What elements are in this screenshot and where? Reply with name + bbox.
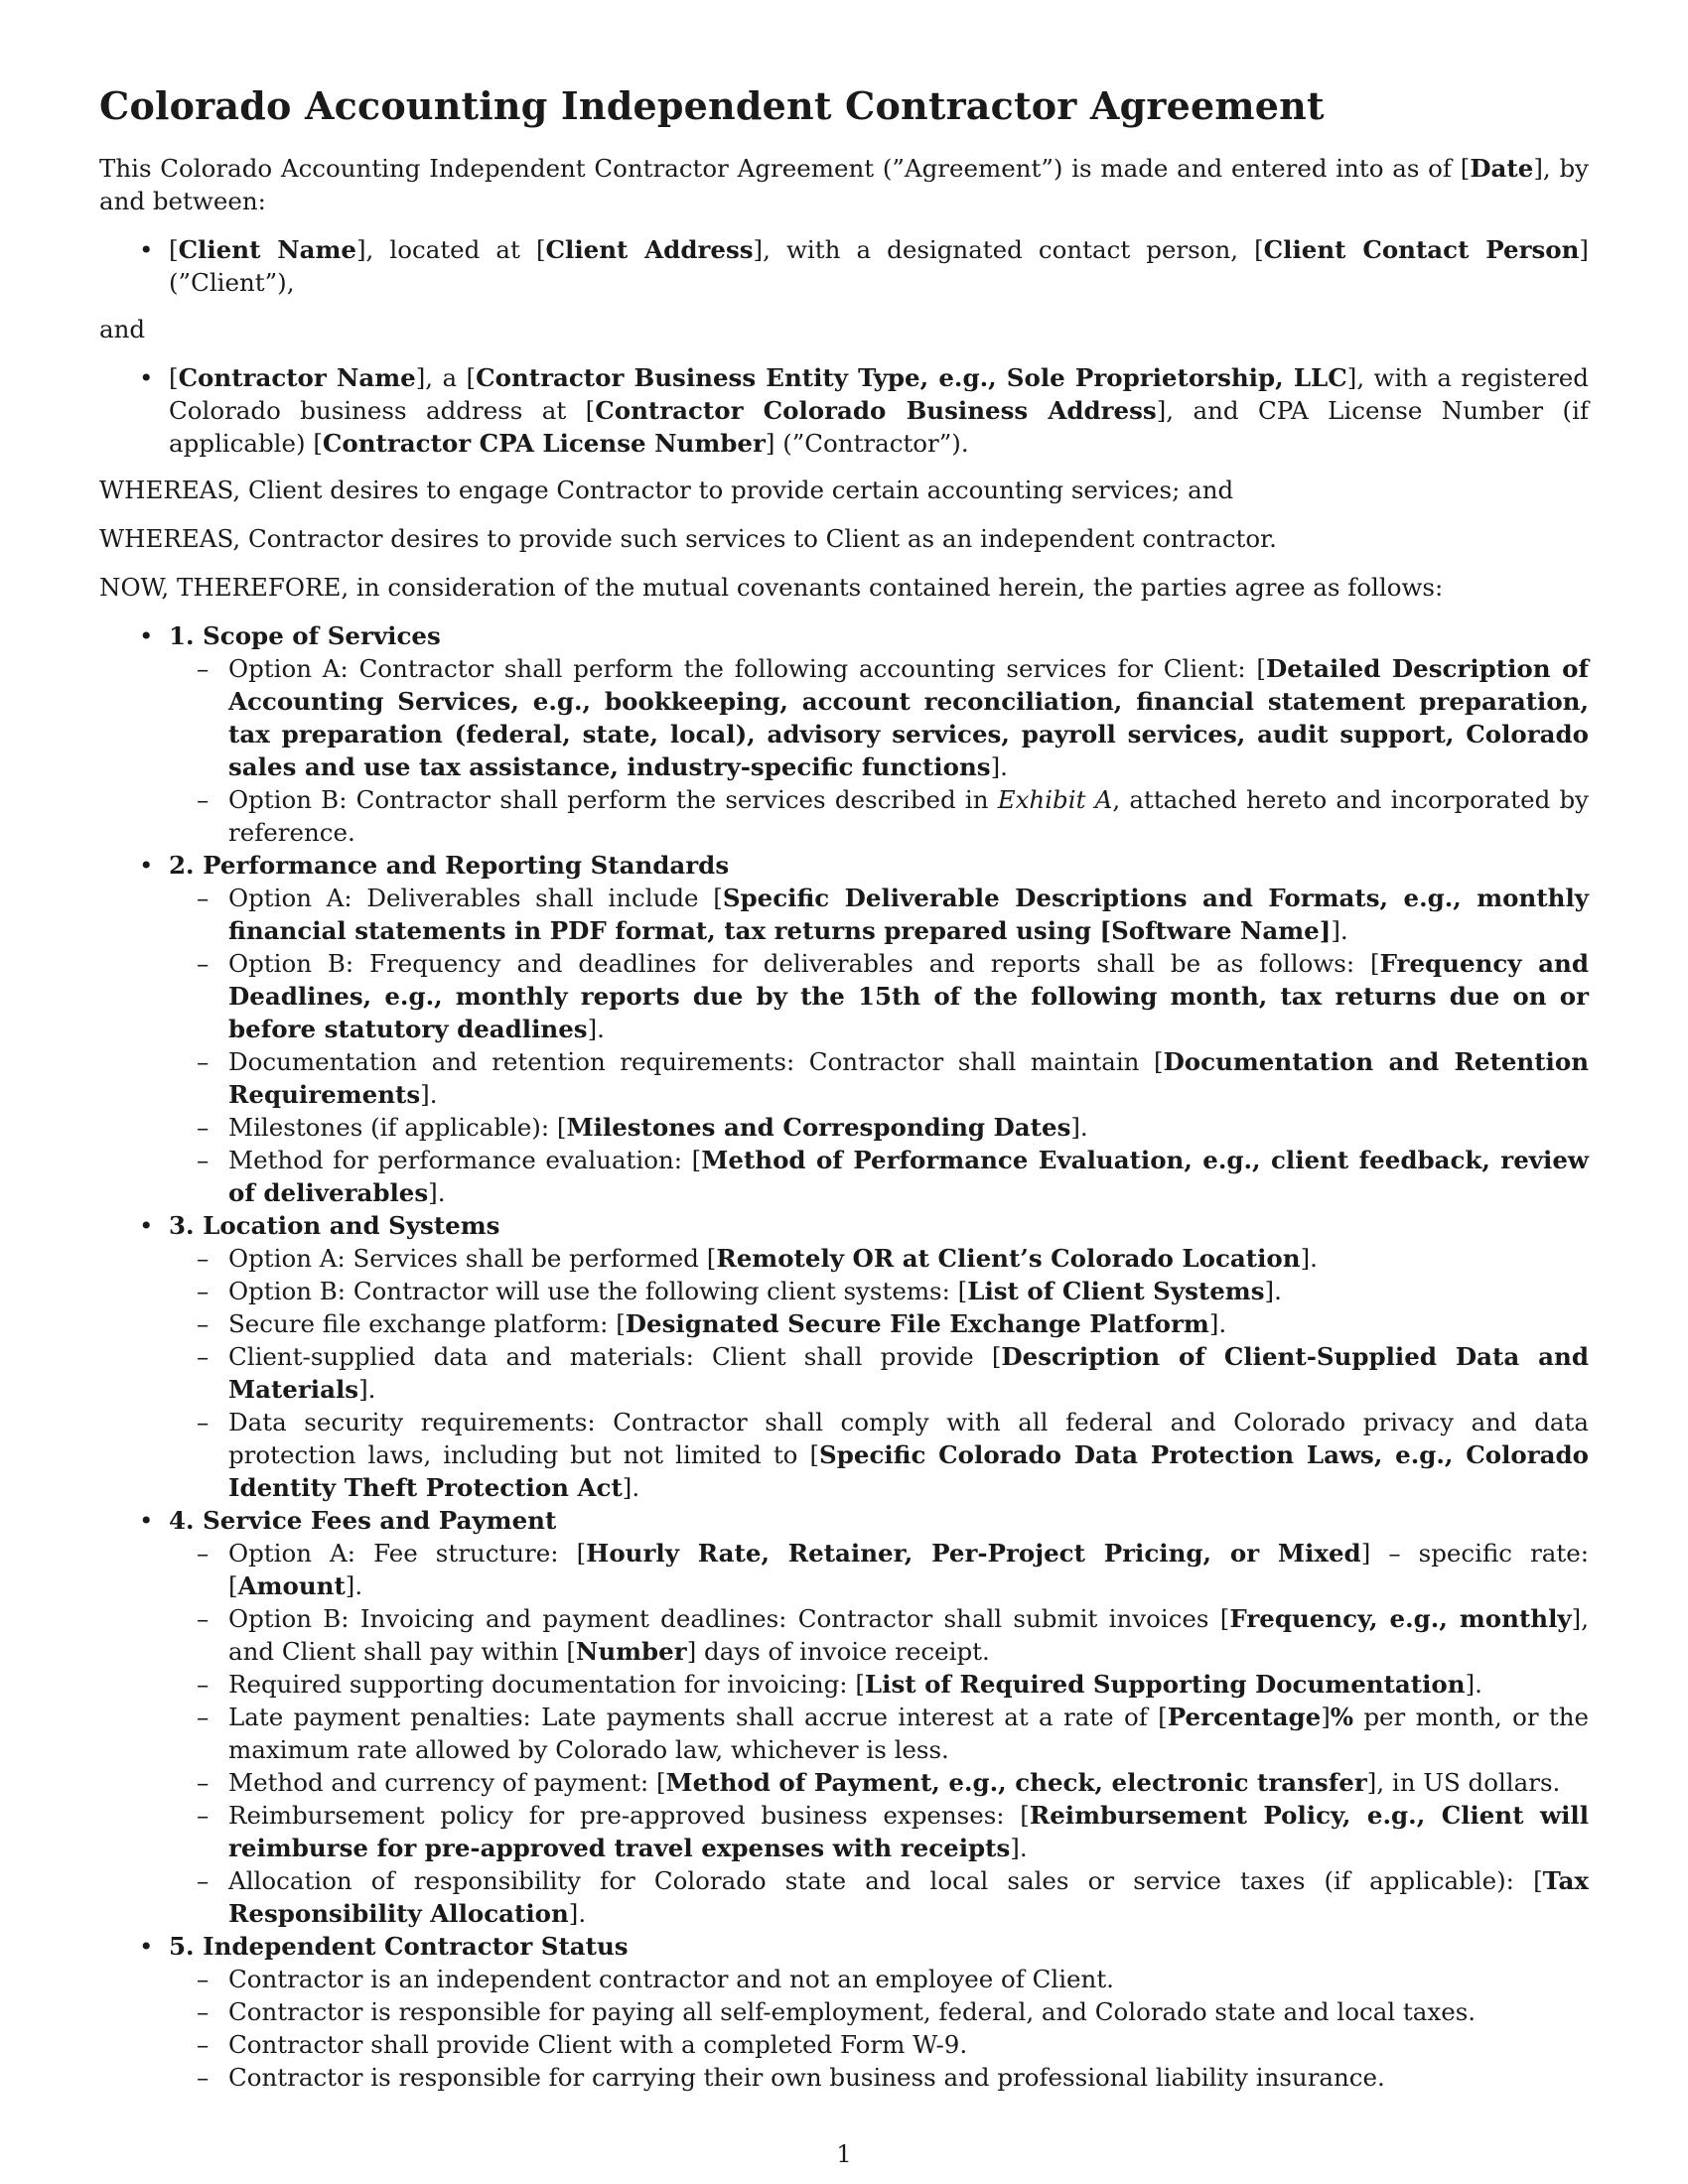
dash-icon: – — [197, 1539, 210, 1568]
list-item: – Option B: Invoicing and payment deadlines: Contractor shall submit invoices [Frequency, e.g., monthly], and Client shall pay within [Number] days of invoice receipt. — [197, 1604, 1589, 1666]
dash-icon: – — [197, 1277, 210, 1305]
contractor-entity-placeholder: Contractor Business Entity Type, e.g., Sole Proprietorship, LLC — [476, 363, 1347, 392]
bullet-icon: • — [139, 621, 154, 650]
section-4 — [99, 1504, 1589, 1930]
list-item: – Option A: Deliverables shall include [Specific Deliverable Descriptions and Formats, e.g., monthly financial statements in PDF format, tax returns prepared using [Software Name]]. — [197, 884, 1589, 945]
contractor-address-placeholder: Contractor Colorado Business Address — [595, 396, 1157, 425]
list-item: – Option B: Contractor shall perform the services described in Exhibit A, attached hereto and incorporated by reference. — [197, 785, 1589, 847]
client-name-placeholder: Client Name — [178, 235, 356, 264]
list-item: – Documentation and retention requirements: Contractor shall maintain [Documentation and Retention Requirements]. — [197, 1047, 1590, 1109]
dash-icon: – — [197, 1047, 210, 1076]
list-item: – Secure file exchange platform: [Designated Secure File Exchange Platform]. — [197, 1309, 1227, 1338]
list-item: – Data security requirements: Contractor shall comply with all federal and Colorado privacy and data protection laws, including but not limited to [Specific Colorado Data Protection Laws, e.g., Colorado Identity Theft Protection Act]. — [197, 1408, 1589, 1502]
section-2 — [99, 849, 1589, 1209]
now-therefore-paragraph: NOW, THEREFORE, in consideration of the mutual covenants contained herein, the parties agree as follows: — [99, 573, 1444, 602]
sections-list — [99, 619, 1589, 2094]
dash-icon: – — [197, 1146, 210, 1174]
list-item: – Milestones (if applicable): [Milestones and Corresponding Dates]. — [197, 1113, 1088, 1142]
dash-icon: – — [197, 1342, 210, 1371]
contractor-name-placeholder: Contractor Name — [178, 363, 416, 392]
list-item: – Option B: Frequency and deadlines for deliverables and reports shall be as follows: [Frequency and Deadlines, e.g., monthly reports due by the 15th of the following month, tax returns due on or before statutory deadlines]. — [197, 949, 1589, 1043]
whereas-paragraph-2: WHEREAS, Contractor desires to provide such services to Client as an independent contractor. — [99, 524, 1277, 553]
dash-icon: – — [197, 1309, 210, 1338]
dash-icon: – — [197, 2063, 210, 2092]
dash-icon: – — [197, 1670, 210, 1699]
section-heading: 1. Scope of Services — [169, 621, 441, 650]
page-number: 1 — [836, 2140, 852, 2168]
dash-icon: – — [197, 884, 210, 912]
document-title: Colorado Accounting Independent Contractor Agreement — [99, 83, 1325, 128]
whereas-paragraph-1: WHEREAS, Client desires to engage Contractor to provide certain accounting services; and — [99, 476, 1234, 504]
bullet-icon: • — [139, 1211, 154, 1240]
parties-list — [99, 233, 1589, 299]
dash-icon: – — [197, 1997, 210, 2026]
list-item: – Option B: Contractor will use the following client systems: [List of Client Systems]. — [197, 1277, 1282, 1305]
contractor-license-placeholder: Contractor CPA License Number — [322, 429, 766, 458]
client-party: • [Client Name], located at [Client Address], with a designated contact person, [Client Contact Person] (”Client”), — [139, 235, 1589, 297]
document-page — [99, 83, 1589, 2094]
list-item: – Reimbursement policy for pre-approved business expenses: [Reimbursement Policy, e.g., Client will reimburse for pre-approved travel expenses with receipts]. — [197, 1801, 1590, 1862]
dash-icon: – — [197, 1965, 210, 1993]
bullet-icon: • — [139, 851, 154, 880]
list-item: – Contractor is responsible for paying all self-employment, federal, and Colorado state and local taxes. — [197, 1997, 1477, 2026]
dash-icon: – — [197, 1244, 210, 1273]
section-items — [197, 1242, 1589, 1504]
list-item: – Client-supplied data and materials: Client shall provide [Description of Client-Supplied Data and Materials]. — [197, 1342, 1589, 1404]
bullet-icon: • — [139, 363, 154, 392]
list-item: – Option A: Contractor shall perform the following accounting services for Client: [Detailed Description of Accounting Services, e.g., bookkeeping, account reconciliation, financial statement preparation, tax preparation (federal, state, local), advisory services, payroll services, audit support, Colorado sales and use tax assistance, industry-specific functions]. — [197, 654, 1589, 781]
bullet-icon: • — [139, 1932, 154, 1961]
dash-icon: – — [197, 1113, 210, 1142]
list-item: – Option A: Fee structure: [Hourly Rate, Retainer, Per-Project Pricing, or Mixed] – specific rate: [Amount]. — [197, 1539, 1590, 1600]
dash-icon: – — [197, 654, 210, 683]
dash-icon: – — [197, 1408, 210, 1436]
section-items — [197, 882, 1590, 1209]
section-items — [197, 1537, 1590, 1930]
date-placeholder: Date — [1470, 154, 1534, 183]
list-item: – Option A: Services shall be performed [Remotely OR at Client’s Colorado Location]. — [197, 1244, 1318, 1273]
bullet-icon: • — [139, 1506, 154, 1535]
section-items — [197, 1963, 1589, 2094]
client-contact-placeholder: Client Contact Person — [1263, 235, 1580, 264]
dash-icon: – — [197, 1866, 210, 1895]
section-heading: 2. Performance and Reporting Standards — [169, 851, 730, 880]
client-address-placeholder: Client Address — [545, 235, 754, 264]
section-heading: 4. Service Fees and Payment — [169, 1506, 557, 1535]
dash-icon: – — [197, 785, 210, 814]
section-5 — [99, 1930, 1589, 2094]
dash-icon: – — [197, 1801, 210, 1830]
intro-paragraph: This Colorado Accounting Independent Contractor Agreement (”Agreement”) is made and entered into as of [Date], by and between: — [99, 154, 1589, 215]
contractor-party: • [Contractor Name], a [Contractor Business Entity Type, e.g., Sole Proprietorship, LLC], with a registered Colorado business address at [Contractor Colorado Business Address], and CPA License Number (if applicable) [Contractor CPA License Number] (”Contractor”). — [139, 363, 1590, 458]
list-item: – Method and currency of payment: [Method of Payment, e.g., check, electronic transfer], in US dollars. — [197, 1768, 1561, 1797]
list-item: – Method for performance evaluation: [Method of Performance Evaluation, e.g., client feedback, review of deliverables]. — [197, 1146, 1590, 1207]
list-item: – Required supporting documentation for invoicing: [List of Required Supporting Documentation]. — [197, 1670, 1482, 1699]
and-text: and — [99, 315, 146, 343]
section-items — [197, 652, 1589, 849]
dash-icon: – — [197, 1768, 210, 1797]
list-item: – Contractor is responsible for carrying their own business and professional liability insurance. — [197, 2063, 1385, 2092]
section-3 — [99, 1209, 1589, 1504]
list-item: – Allocation of responsibility for Colorado state and local sales or service taxes (if applicable): [Tax Responsibility Allocation]. — [197, 1866, 1589, 1928]
list-item: – Contractor shall provide Client with a completed Form W-9. — [197, 2030, 968, 2059]
parties-list — [99, 361, 1589, 460]
list-item: – Late payment penalties: Late payments shall accrue interest at a rate of [Percentage]% per month, or the maximum rate allowed by Colorado law, whichever is less. — [197, 1703, 1589, 1764]
dash-icon: – — [197, 1604, 210, 1633]
dash-icon: – — [197, 949, 210, 978]
dash-icon: – — [197, 1703, 210, 1731]
list-item: – Contractor is an independent contractor and not an employee of Client. — [197, 1965, 1114, 1993]
section-heading: 3. Location and Systems — [169, 1211, 500, 1240]
section-1 — [99, 619, 1589, 849]
dash-icon: – — [197, 2030, 210, 2059]
bullet-icon: • — [139, 235, 154, 264]
section-heading: 5. Independent Contractor Status — [169, 1932, 629, 1961]
